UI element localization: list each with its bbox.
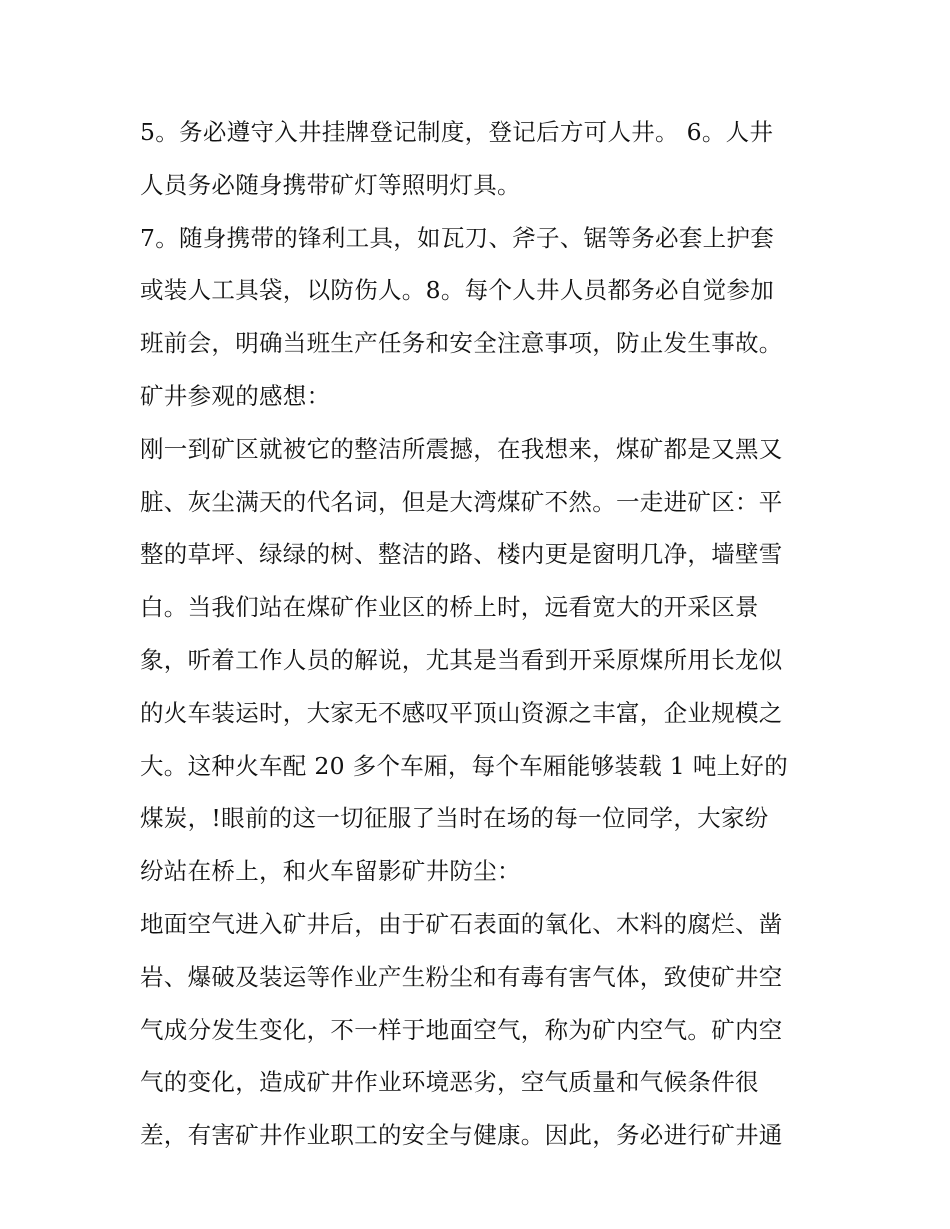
text-line-1: 5。务必遵守入井挂牌登记制度，登记后方可人井。 6。人井 [140,118,774,146]
text-line-3: 7。随身携带的锋利工具，如瓦刀、斧子、锯等务必套上护套 [140,223,775,252]
text-line-17: 岩、爆破及装运等作业产生粉尘和有毒有害气体，致使矿井空 [140,962,783,991]
text-line-18: 气成分发生变化，不一样于地面空气，称为矿内空气。矿内空 [140,1015,783,1044]
text-line-19: 气的变化，造成矿井作业环境恶劣，空气质量和气候条件很 [140,1068,759,1097]
text-line-8: 脏、灰尘满天的代名词，但是大湾煤矿不然。一走进矿区：平 [140,487,783,516]
text-line-16: 地面空气进入矿井后，由于矿石表面的氧化、木料的腐烂、凿 [140,909,783,938]
text-line-12: 的火车装运时，大家无不感叹平顶山资源之丰富，企业规模之 [140,698,783,727]
text-line-10: 白。当我们站在煤矿作业区的桥上时，远看宽大的开采区景 [140,593,759,622]
document-body [140,106,816,1162]
text-line-7: 刚一到矿区就被它的整洁所震撼，在我想来，煤矿都是又黑又 [140,434,783,463]
text-line-9: 整的草坪、绿绿的树、整洁的路、楼内更是窗明几净，墙壁雪 [140,540,783,569]
text-line-11: 象，听着工作人员的解说，尤其是当看到开采原煤所用长龙似 [140,645,783,674]
text-line-2: 人员务必随身携带矿灯等照明灯具。 [140,170,521,199]
text-line-13: 大。这种火车配 20 多个车厢，每个车厢能够装载 1 吨上好的 [140,751,789,780]
text-line-5: 班前会，明确当班生产任务和安全注意事项，防止发生事故。 [140,329,783,358]
section-heading-mine-visit: 矿井参观的感想： [140,381,331,410]
text-line-20: 差，有害矿井作业职工的安全与健康。因此，务必进行矿井通 [140,1121,783,1150]
text-line-15: 纷站在桥上，和火车留影矿井防尘： [140,857,521,886]
text-line-4: 或装人工具袋，以防伤人。8。每个人井人员都务必自觉参加 [140,276,775,305]
text-line-14: 煤炭，!眼前的这一切征服了当时在场的每一位同学，大家纷 [140,804,769,833]
